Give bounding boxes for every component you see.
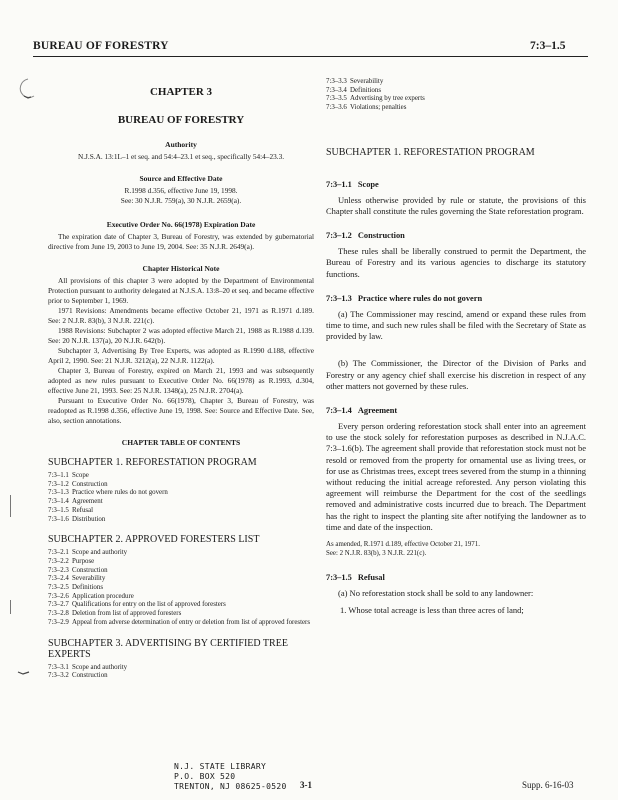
left-column <box>48 60 314 681</box>
section-text: (b) The Commissioner, the Director of the Division of Parks and Forestry or any agency chief shall exercise his discretion in respect of any other matters not governed by these rules. <box>326 358 586 391</box>
toc-item: 7:3–1.6 Distribution <box>48 515 106 523</box>
toc-continued <box>326 78 586 113</box>
history-notes <box>48 276 314 426</box>
source-text: R.1998 d.356, effective June 19, 1998. See: 30 N.J.R. 759(a), 30 N.J.R. 2659(a). <box>120 186 242 205</box>
toc-item: 7:3–1.1 Scope <box>48 472 89 479</box>
toc-item: 7:3–1.2 Construction <box>48 480 108 488</box>
list-item: 1. Whose total acreage is less than three acres of land; <box>340 604 524 615</box>
toc-item: 7:3–3.1 Scope and authority <box>48 663 128 671</box>
history-note: Pursuant to Executive Order No. 66(1978), Chapter 3, Bureau of Forestry, was readopted as R.1998 d.356, effective June 19, 1998. See: Source and Effective Date. See, also, section annotations. <box>48 396 314 425</box>
page-number: 3-1 <box>300 780 312 790</box>
section-text: (a) No reforestation stock shall be sold to any landowner: <box>338 587 534 598</box>
history-note: All provisions of this chapter 3 were adopted by the Department of Environmental Protection pursuant to authority delegated at N.J.S.A. 13:8–20 et seq. and became effective prior to September 1, 1969. <box>48 276 314 305</box>
header-rule <box>33 56 588 57</box>
toc-item: 7:3–1.3 Practice where rules do not govern <box>48 489 168 497</box>
scan-mark <box>14 656 38 678</box>
toc-item: 7:3–2.5 Definitions <box>48 584 104 592</box>
right-column <box>326 78 586 616</box>
running-header-title: BUREAU OF FORESTRY <box>33 40 169 52</box>
library-stamp: N.J. STATE LIBRARY P.O. BOX 520 TRENTON, NJ 08625-0520 <box>174 762 287 791</box>
source-heading: Source and Effective Date <box>139 174 223 183</box>
toc-item: 7:3–3.6 Violations; penalties <box>326 104 407 112</box>
scan-mark <box>10 495 11 517</box>
toc-subchapter-title: SUBCHAPTER 2. APPROVED FORESTERS LIST <box>48 534 260 546</box>
history-note: 1988 Revisions: Subchapter 2 was adopted effective March 21, 1988 as R.1988 d.139. See: 20 N.J.R. 137(a), 20 N.J.R. 642(b). <box>48 326 314 345</box>
section-text: These rules shall be liberally construed to permit the Department, the Bureau of Forestry and its various agencies to discharge its statutory functions. <box>326 246 586 279</box>
section-heading: 7:3–1.5 Refusal <box>326 572 385 582</box>
toc-item: 7:3–2.1 Scope and authority <box>48 549 128 557</box>
toc-subchapter-1 <box>48 457 314 524</box>
section-heading: 7:3–1.3 Practice where rules do not govern <box>326 293 483 303</box>
section-text: Unless otherwise provided by rule or statute, the provisions of this Chapter shall constitute the rules governing the State reforestation program. <box>326 194 586 217</box>
toc-item: 7:3–3.4 Definitions <box>326 86 382 94</box>
toc-item: 7:3–2.7 Qualifications for entry on the list of approved foresters <box>48 601 226 609</box>
authority-heading: Authority <box>165 140 197 149</box>
history-heading: Chapter Historical Note <box>142 264 220 273</box>
eo-heading: Executive Order No. 66(1978) Expiration Date <box>106 220 256 229</box>
toc-item: 7:3–2.9 Appeal from adverse determination of entry or deletion from list of approved foresters <box>48 618 311 626</box>
toc-subchapter-title: SUBCHAPTER 1. REFORESTATION PROGRAM <box>48 457 257 468</box>
chapter-number: CHAPTER 3 <box>149 86 213 98</box>
toc-item: 7:3–3.3 Severability <box>326 78 384 85</box>
scan-mark <box>10 600 11 614</box>
section-heading: 7:3–1.4 Agreement <box>326 406 398 416</box>
scan-mark <box>14 76 38 102</box>
eo-text: The expiration date of Chapter 3, Bureau of Forestry, was extended by gubernatorial directive from June 19, 2003 to June 19, 2004. See: 35 N.J.R. 2649(a). <box>48 232 314 251</box>
section-text: (a) The Commissioner may rescind, amend or expand these rules from time to time, and such new rules shall be filed with the Secretary of State as provided by law. <box>326 308 586 342</box>
toc-item: 7:3–2.8 Deletion from list of approved foresters <box>48 610 182 618</box>
subchapter-1-title: SUBCHAPTER 1. REFORESTATION PROGRAM <box>326 146 535 158</box>
history-note: 1971 Revisions: Amendments became effective October 21, 1971 as R.1971 d.189. See: 2 N.J.R. 83(b), 3 N.J.R. 221(c). <box>48 306 314 325</box>
supplement-date: Supp. 6-16-03 <box>522 780 574 790</box>
history-note: Chapter 3, Bureau of Forestry, expired on March 21, 1993 and was subsequently adopted as new rules pursuant to Executive Order No. 66(1978) as R.1993, d.304, effective June 21, 1993. See: 25 N.J.R. 1348(a), 25 N.J.R. 2704(a). <box>48 366 314 395</box>
toc-subchapter-title: SUBCHAPTER 3. ADVERTISING BY CERTIFIED TREE EXPERTS <box>48 637 288 660</box>
toc-item: 7:3–1.4 Agreement <box>48 498 103 506</box>
toc-heading: CHAPTER TABLE OF CONTENTS <box>121 438 241 447</box>
toc-item: 7:3–2.4 Severability <box>48 575 106 583</box>
authority-text: N.J.S.A. 13:1L–1 et seq. and 54:4–23.1 et seq., specifically 54:4–23.3. <box>77 152 285 161</box>
section-text: Every person ordering reforestation stock shall enter into an agreement to use the stock solely for reforestation purposes as described in N.J.A.C. 7:3–1.6(b). The agreement shall provide that reforestation stock must not be resold or removed from the property for ornamental use as living trees, or for use as Christmas trees, except trees severed from the stump in a thinning without reducing the initial acreage reforested. Any person violating this agreement will reimburse the Department for the cost of the seedlings removed and administrative costs incurred due to breach. The Department has the right to inspect the planting site after notifying the landowner as to time and date of the inspection. <box>326 421 586 532</box>
toc-item: 7:3–2.2 Purpose <box>48 557 95 565</box>
running-header-section: 7:3–1.5 <box>530 40 566 52</box>
chapter-title: BUREAU OF FORESTRY <box>117 114 245 126</box>
toc-item: 7:3–3.2 Construction <box>48 672 108 680</box>
history-note: Subchapter 3, Advertising By Tree Experts, was adopted as R.1990 d.188, effective April 2, 1990. See: 21 N.J.R. 3212(a), 22 N.J.R. 1122(a). <box>48 346 314 365</box>
toc-subchapter-3 <box>48 638 314 681</box>
toc-item: 7:3–2.3 Construction <box>48 566 108 574</box>
toc-subchapter-2 <box>48 534 314 627</box>
section-heading: 7:3–1.2 Construction <box>326 231 405 241</box>
toc-item: 7:3–1.5 Refusal <box>48 506 94 514</box>
toc-item: 7:3–2.6 Application procedure <box>48 592 134 600</box>
section-heading: 7:3–1.1 Scope <box>326 179 379 189</box>
amendment-note: As amended, R.1971 d.189, effective October 21, 1971. See: 2 N.J.R. 83(b), 3 N.J.R. 221(c). <box>326 541 480 557</box>
toc-item: 7:3–3.5 Advertising by tree experts <box>326 95 425 103</box>
